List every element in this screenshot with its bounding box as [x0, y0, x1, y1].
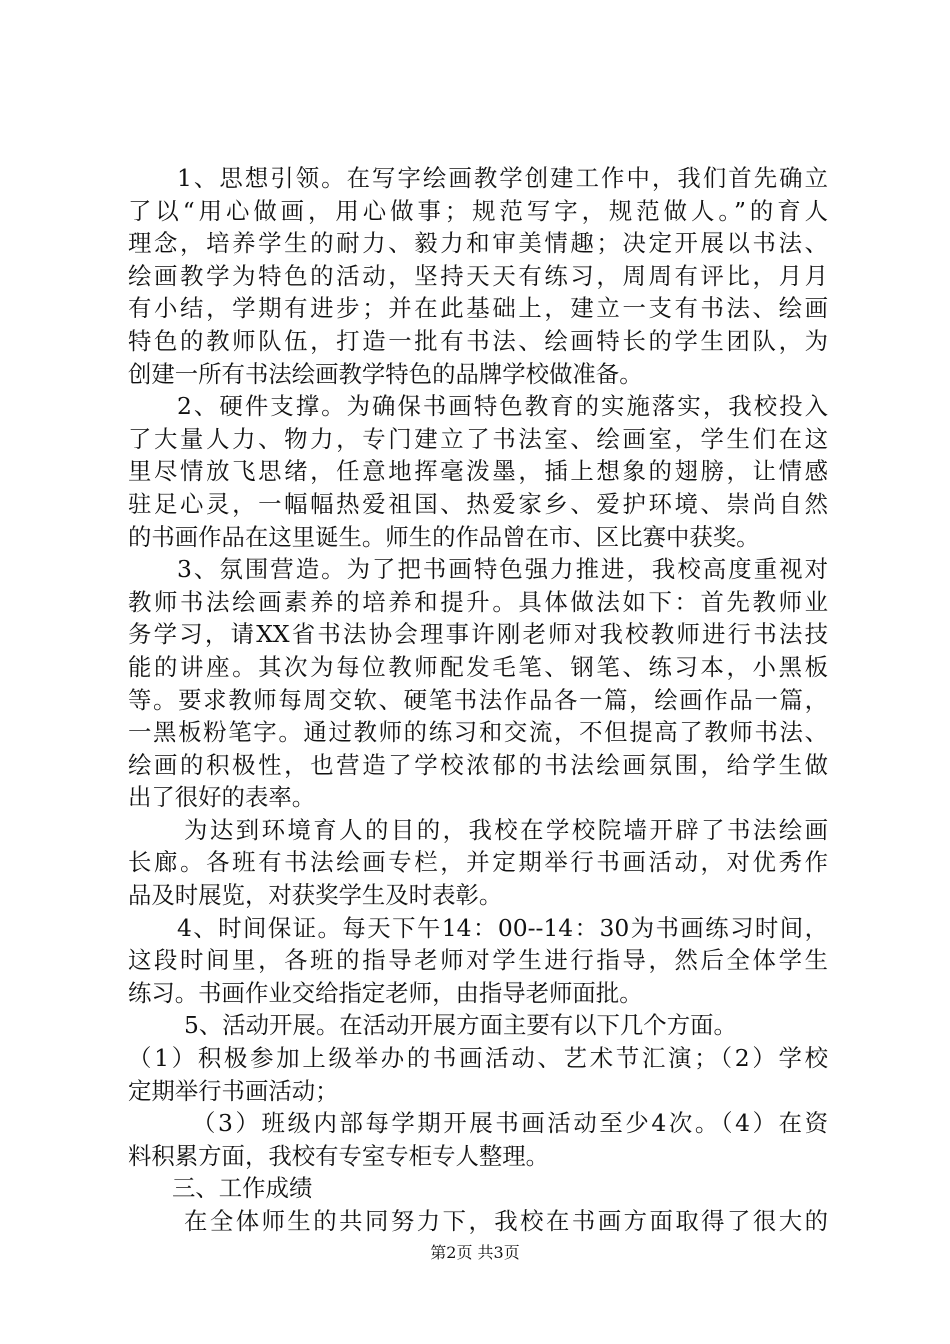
paragraph-line: （1）积极参加上级举办的书画活动、艺术节汇演；（2）学校: [128, 1044, 828, 1073]
paragraph-line: 4、时间保证。每天下午14：00--14：30为书画练习时间，: [177, 913, 828, 942]
paragraph-line: 料积累方面，我校有专室专柜专人整理。: [128, 1141, 550, 1170]
paragraph-line: 创建一所有书法绘画教学特色的品牌学校做准备。: [128, 359, 643, 388]
paragraph-line: 的书画作品在这里诞生。师生的作品曾在市、区比赛中获奖。: [128, 522, 760, 551]
paragraph-line: 了以“用心做画，用心做事；规范写字，规范做人。”的育人: [128, 196, 828, 225]
paragraph-line: 这段时间里，各班的指导老师对学生进行指导，然后全体学生: [128, 946, 828, 975]
paragraph-line: 绘画教学为特色的活动，坚持天天有练习，周周有评比，月月: [128, 261, 828, 290]
paragraph-line: 练习。书画作业交给指定老师，由指导老师面批。: [128, 978, 643, 1007]
paragraph-line: 1、思想引领。在写字绘画教学创建工作中，我们首先确立: [177, 164, 828, 192]
paragraph-line: 理念，培养学生的耐力、毅力和审美情趣；决定开展以书法、: [128, 229, 828, 258]
paragraph-line: 有小结，学期有进步；并在此基础上，建立一支有书法、绘画: [128, 294, 828, 323]
paragraph-line: （3）班级内部每学期开展书画活动至少4次。（4）在资: [192, 1109, 828, 1138]
paragraph-line: 能的讲座。其次为每位教师配发毛笔、钢笔、练习本，小黑板: [128, 652, 828, 681]
page-footer: 第2页 共3页: [430, 1243, 520, 1262]
document-body: [128, 162, 828, 1238]
paragraph-line: 等。要求教师每周交软、硬笔书法作品各一篇，绘画作品一篇，: [128, 685, 828, 714]
paragraph-line: 了大量人力、物力，专门建立了书法室、绘画室，学生们在这: [128, 424, 828, 453]
paragraph-line: 教师书法绘画素养的培养和提升。具体做法如下：首先教师业: [128, 587, 828, 616]
paragraph-line: 出了很好的表率。: [128, 783, 316, 812]
paragraph-line: 品及时展览，对获奖学生及时表彰。: [128, 881, 503, 910]
section-heading: 三、工作成绩: [172, 1174, 313, 1203]
paragraph-line: 为达到环境育人的目的，我校在学校院墙开辟了书法绘画: [184, 815, 828, 844]
paragraph-line: 2、硬件支撑。为确保书画特色教育的实施落实，我校投入: [177, 392, 828, 421]
paragraph-line: 务学习，请XX省书法协会理事许刚老师对我校教师进行书法技: [128, 620, 828, 649]
paragraph-line: 长廊。各班有书法绘画专栏，并定期举行书画活动，对优秀作: [128, 848, 828, 877]
paragraph-line: 定期举行书画活动；: [128, 1076, 339, 1105]
paragraph-line: 5、活动开展。在活动开展方面主要有以下几个方面。: [184, 1011, 737, 1040]
paragraph-line: 在全体师生的共同努力下，我校在书画方面取得了很大的: [184, 1207, 828, 1235]
paragraph-line: 一黑板粉笔字。通过教师的练习和交流，不但提高了教师书法、: [128, 718, 828, 747]
paragraph-line: 里尽情放飞思绪，任意地挥毫泼墨，插上想象的翅膀，让情感: [128, 457, 828, 486]
paragraph-line: 3、氛围营造。为了把书画特色强力推进，我校高度重视对: [177, 555, 828, 584]
paragraph-line: 驻足心灵，一幅幅热爱祖国、热爱家乡、爱护环境、崇尚自然: [128, 489, 828, 518]
paragraph-line: 特色的教师队伍，打造一批有书法、绘画特长的学生团队，为: [128, 326, 828, 355]
paragraph-line: 绘画的积极性，也营造了学校浓郁的书法绘画氛围，给学生做: [128, 750, 828, 779]
